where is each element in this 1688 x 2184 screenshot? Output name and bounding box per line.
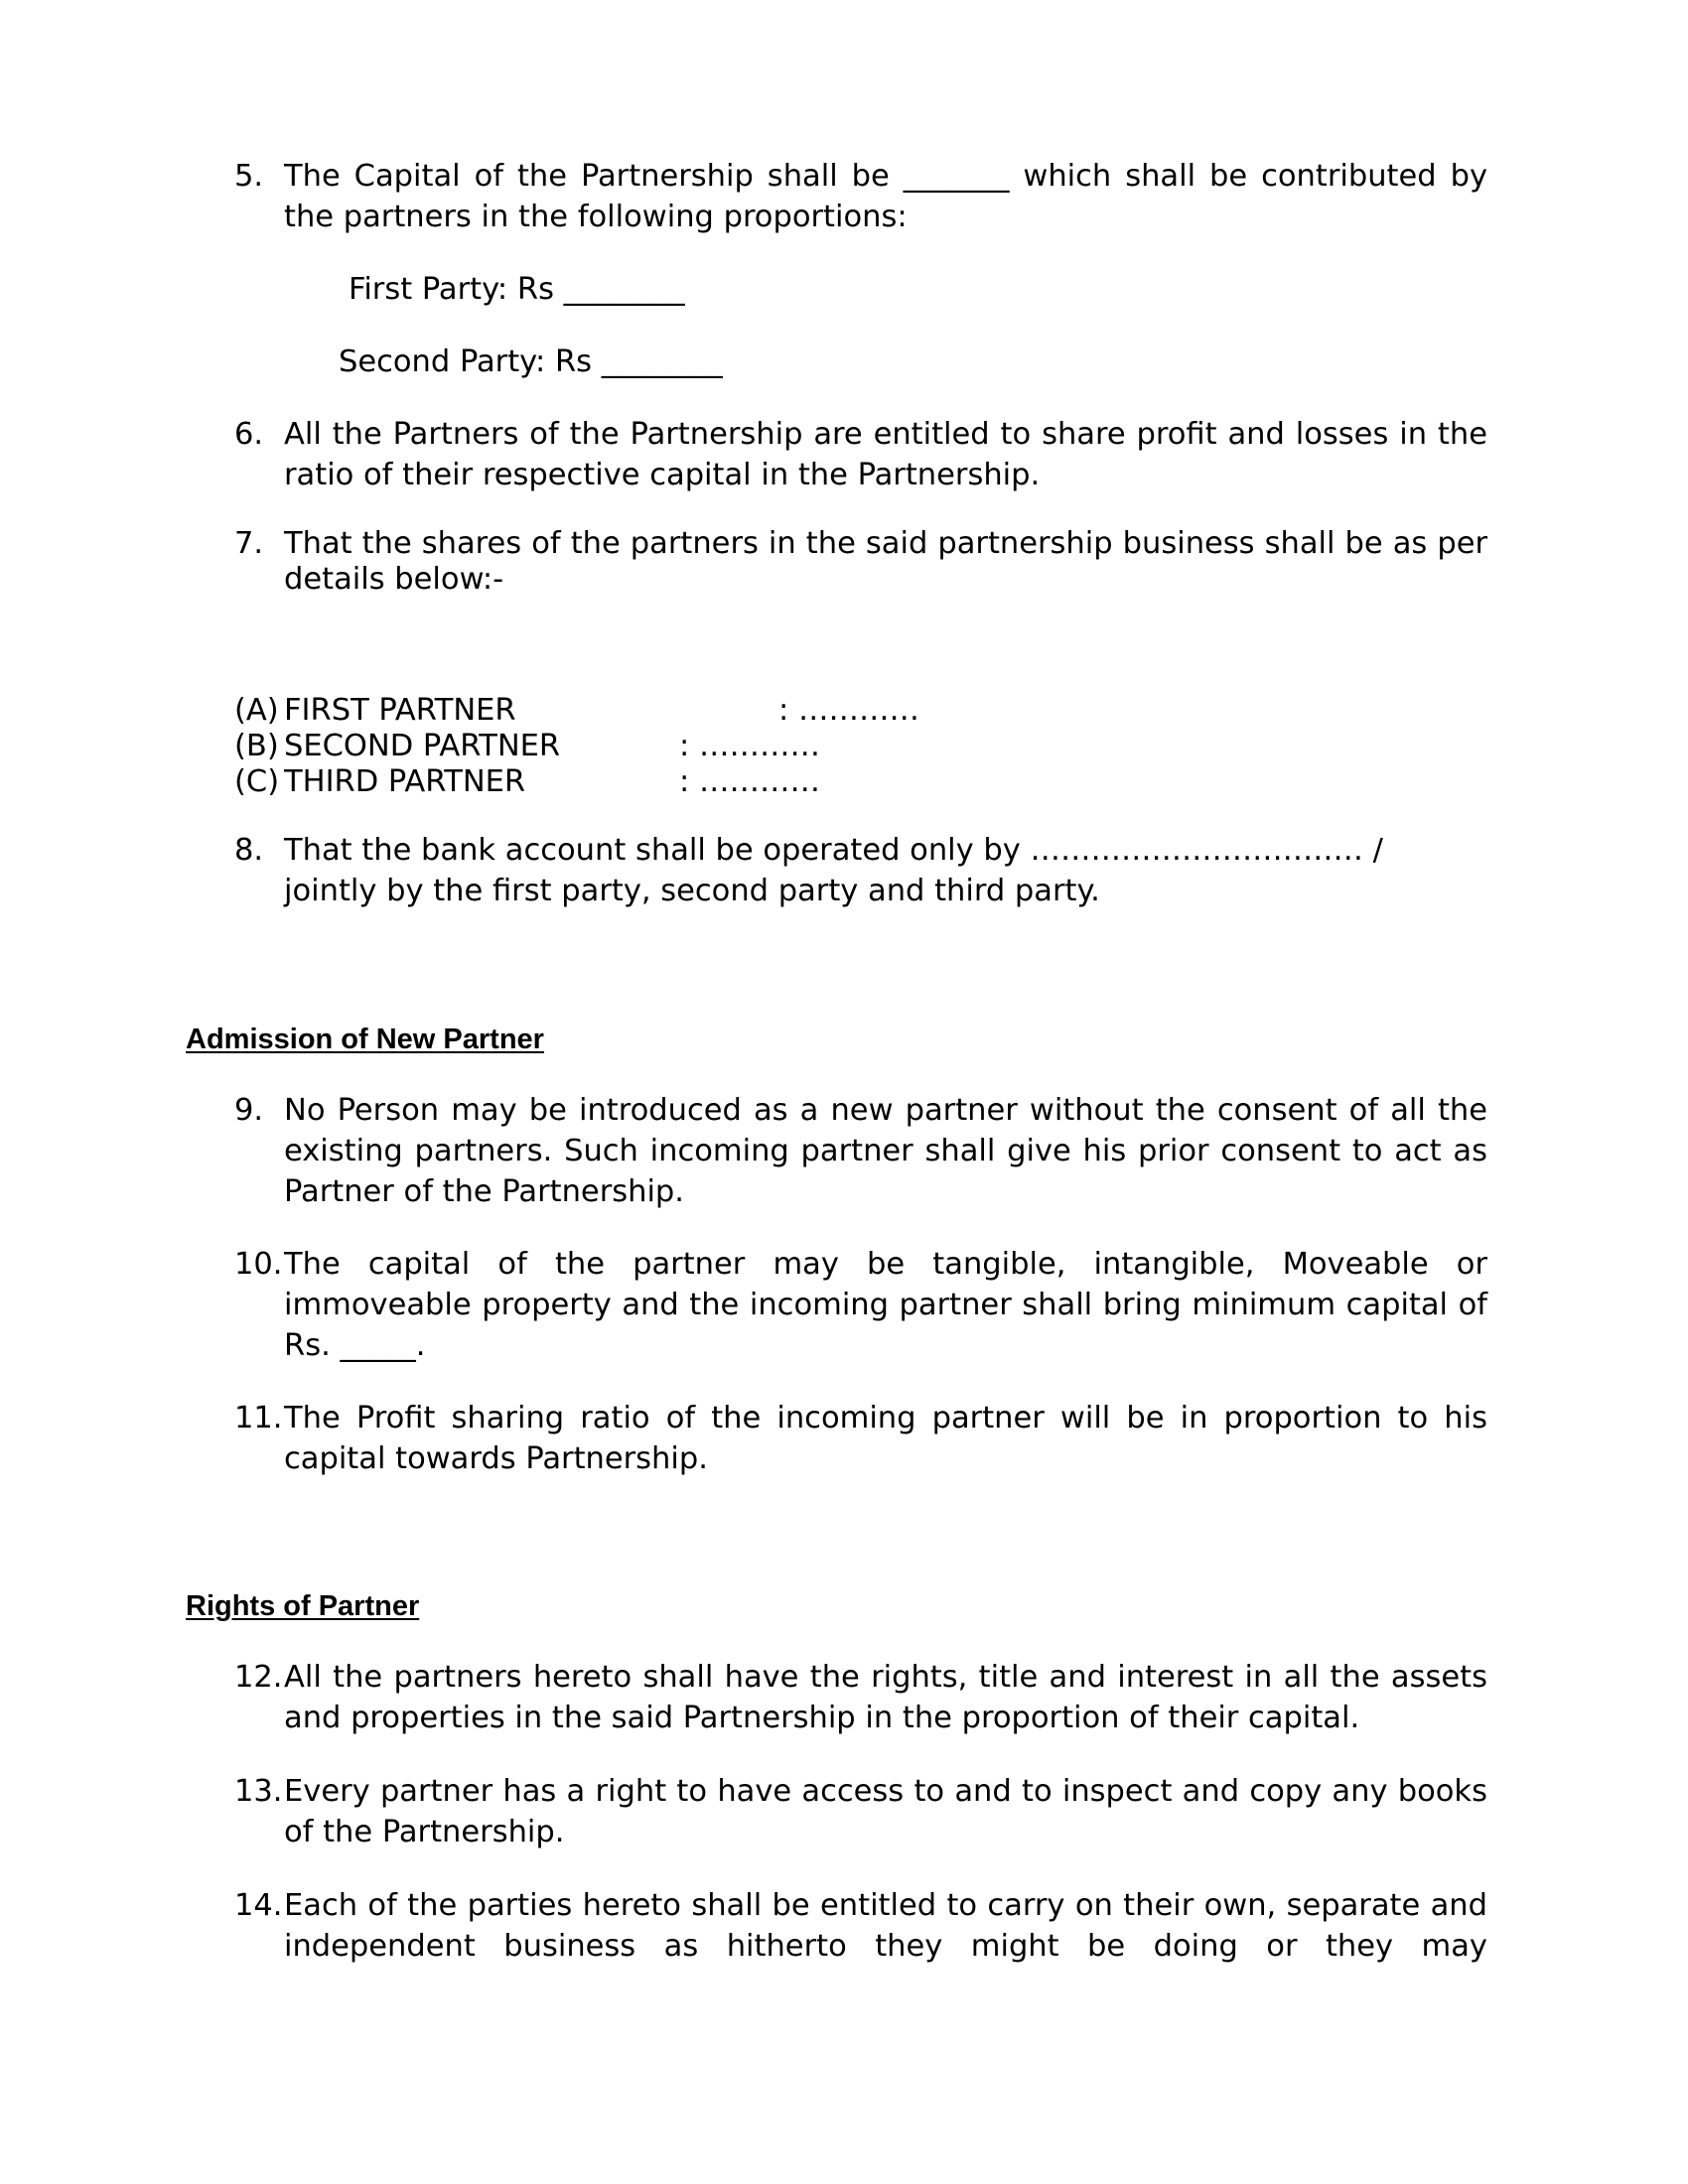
clause-14 (234, 1885, 1487, 1967)
clause-text: All the partners hereto shall have the rights, title and interest in all the assets and properties in the said Partnership in the proportion of their capital. (284, 1660, 1487, 1735)
section-heading-admission: Admission of New Partner (186, 1024, 544, 1055)
clause-number: 11. (234, 1401, 283, 1435)
share-letter: (A) (234, 693, 279, 728)
clause-text: That the shares of the partners in the said partnership business shall be as per details below:- (284, 526, 1487, 597)
clause-9 (234, 1090, 1487, 1212)
share-value: : ………… (778, 693, 919, 728)
clause-12 (234, 1657, 1487, 1738)
share-value: : ………… (679, 729, 820, 763)
clause-8 (234, 830, 1487, 911)
clause-text: Every partner has a right to have access to and to inspect and copy any books of the Partnership. (284, 1774, 1487, 1849)
clause-number: 6. (234, 417, 264, 452)
clause-text-line-1: That the bank account shall be operated only by …………………………… / (284, 833, 1383, 868)
share-letter: (B) (234, 729, 279, 763)
clause-text: No Person may be introduced as a new partner without the consent of all the existing partners. Such incoming partner shall give his prior consent to act as Partner of the Partnership. (284, 1093, 1487, 1209)
share-partner-name: SECOND PARTNER (284, 729, 561, 763)
first-party-capital: First Party: Rs ________ (349, 272, 685, 307)
share-partner-name: THIRD PARTNER (284, 764, 526, 799)
clause-11 (234, 1398, 1487, 1479)
clause-6 (234, 414, 1487, 495)
share-letter: (C) (234, 764, 280, 799)
clause-13 (234, 1771, 1487, 1852)
clause-10 (234, 1244, 1487, 1366)
clause-text: The Profit sharing ratio of the incoming partner will be in proportion to his capital towards Partnership. (284, 1401, 1487, 1476)
clause-number: 8. (234, 833, 264, 868)
clause-text: All the Partners of the Partnership are entitled to share profit and losses in the ratio of their respective capital in the Partnership. (284, 417, 1487, 492)
clause-number: 7. (234, 526, 264, 561)
clause-5 (234, 156, 1487, 237)
clause-number: 13. (234, 1774, 283, 1809)
clause-text: The capital of the partner may be tangible, intangible, Moveable or immoveable property and the incoming partner shall bring minimum capital of Rs. _____. (284, 1247, 1487, 1363)
clause-number: 14. (234, 1888, 283, 1923)
share-partner-name: FIRST PARTNER (284, 693, 516, 728)
clause-number: 12. (234, 1660, 283, 1695)
clause-number: 5. (234, 159, 264, 194)
clause-text-line-2: jointly by the first party, second party and third party. (284, 874, 1100, 908)
clause-number: 9. (234, 1093, 264, 1128)
section-heading-rights: Rights of Partner (186, 1590, 420, 1622)
clause-number: 10. (234, 1247, 283, 1282)
share-value: : ………… (679, 764, 820, 799)
clause-text: The Capital of the Partnership shall be _______ which shall be contributed by the partners in the following proportions: (284, 159, 1487, 234)
second-party-capital: Second Party: Rs ________ (339, 344, 723, 379)
clause-7 (234, 526, 1487, 598)
clause-text: Each of the parties hereto shall be entitled to carry on their own, separate and independent business as hitherto they might be doing or they may (284, 1888, 1487, 1964)
